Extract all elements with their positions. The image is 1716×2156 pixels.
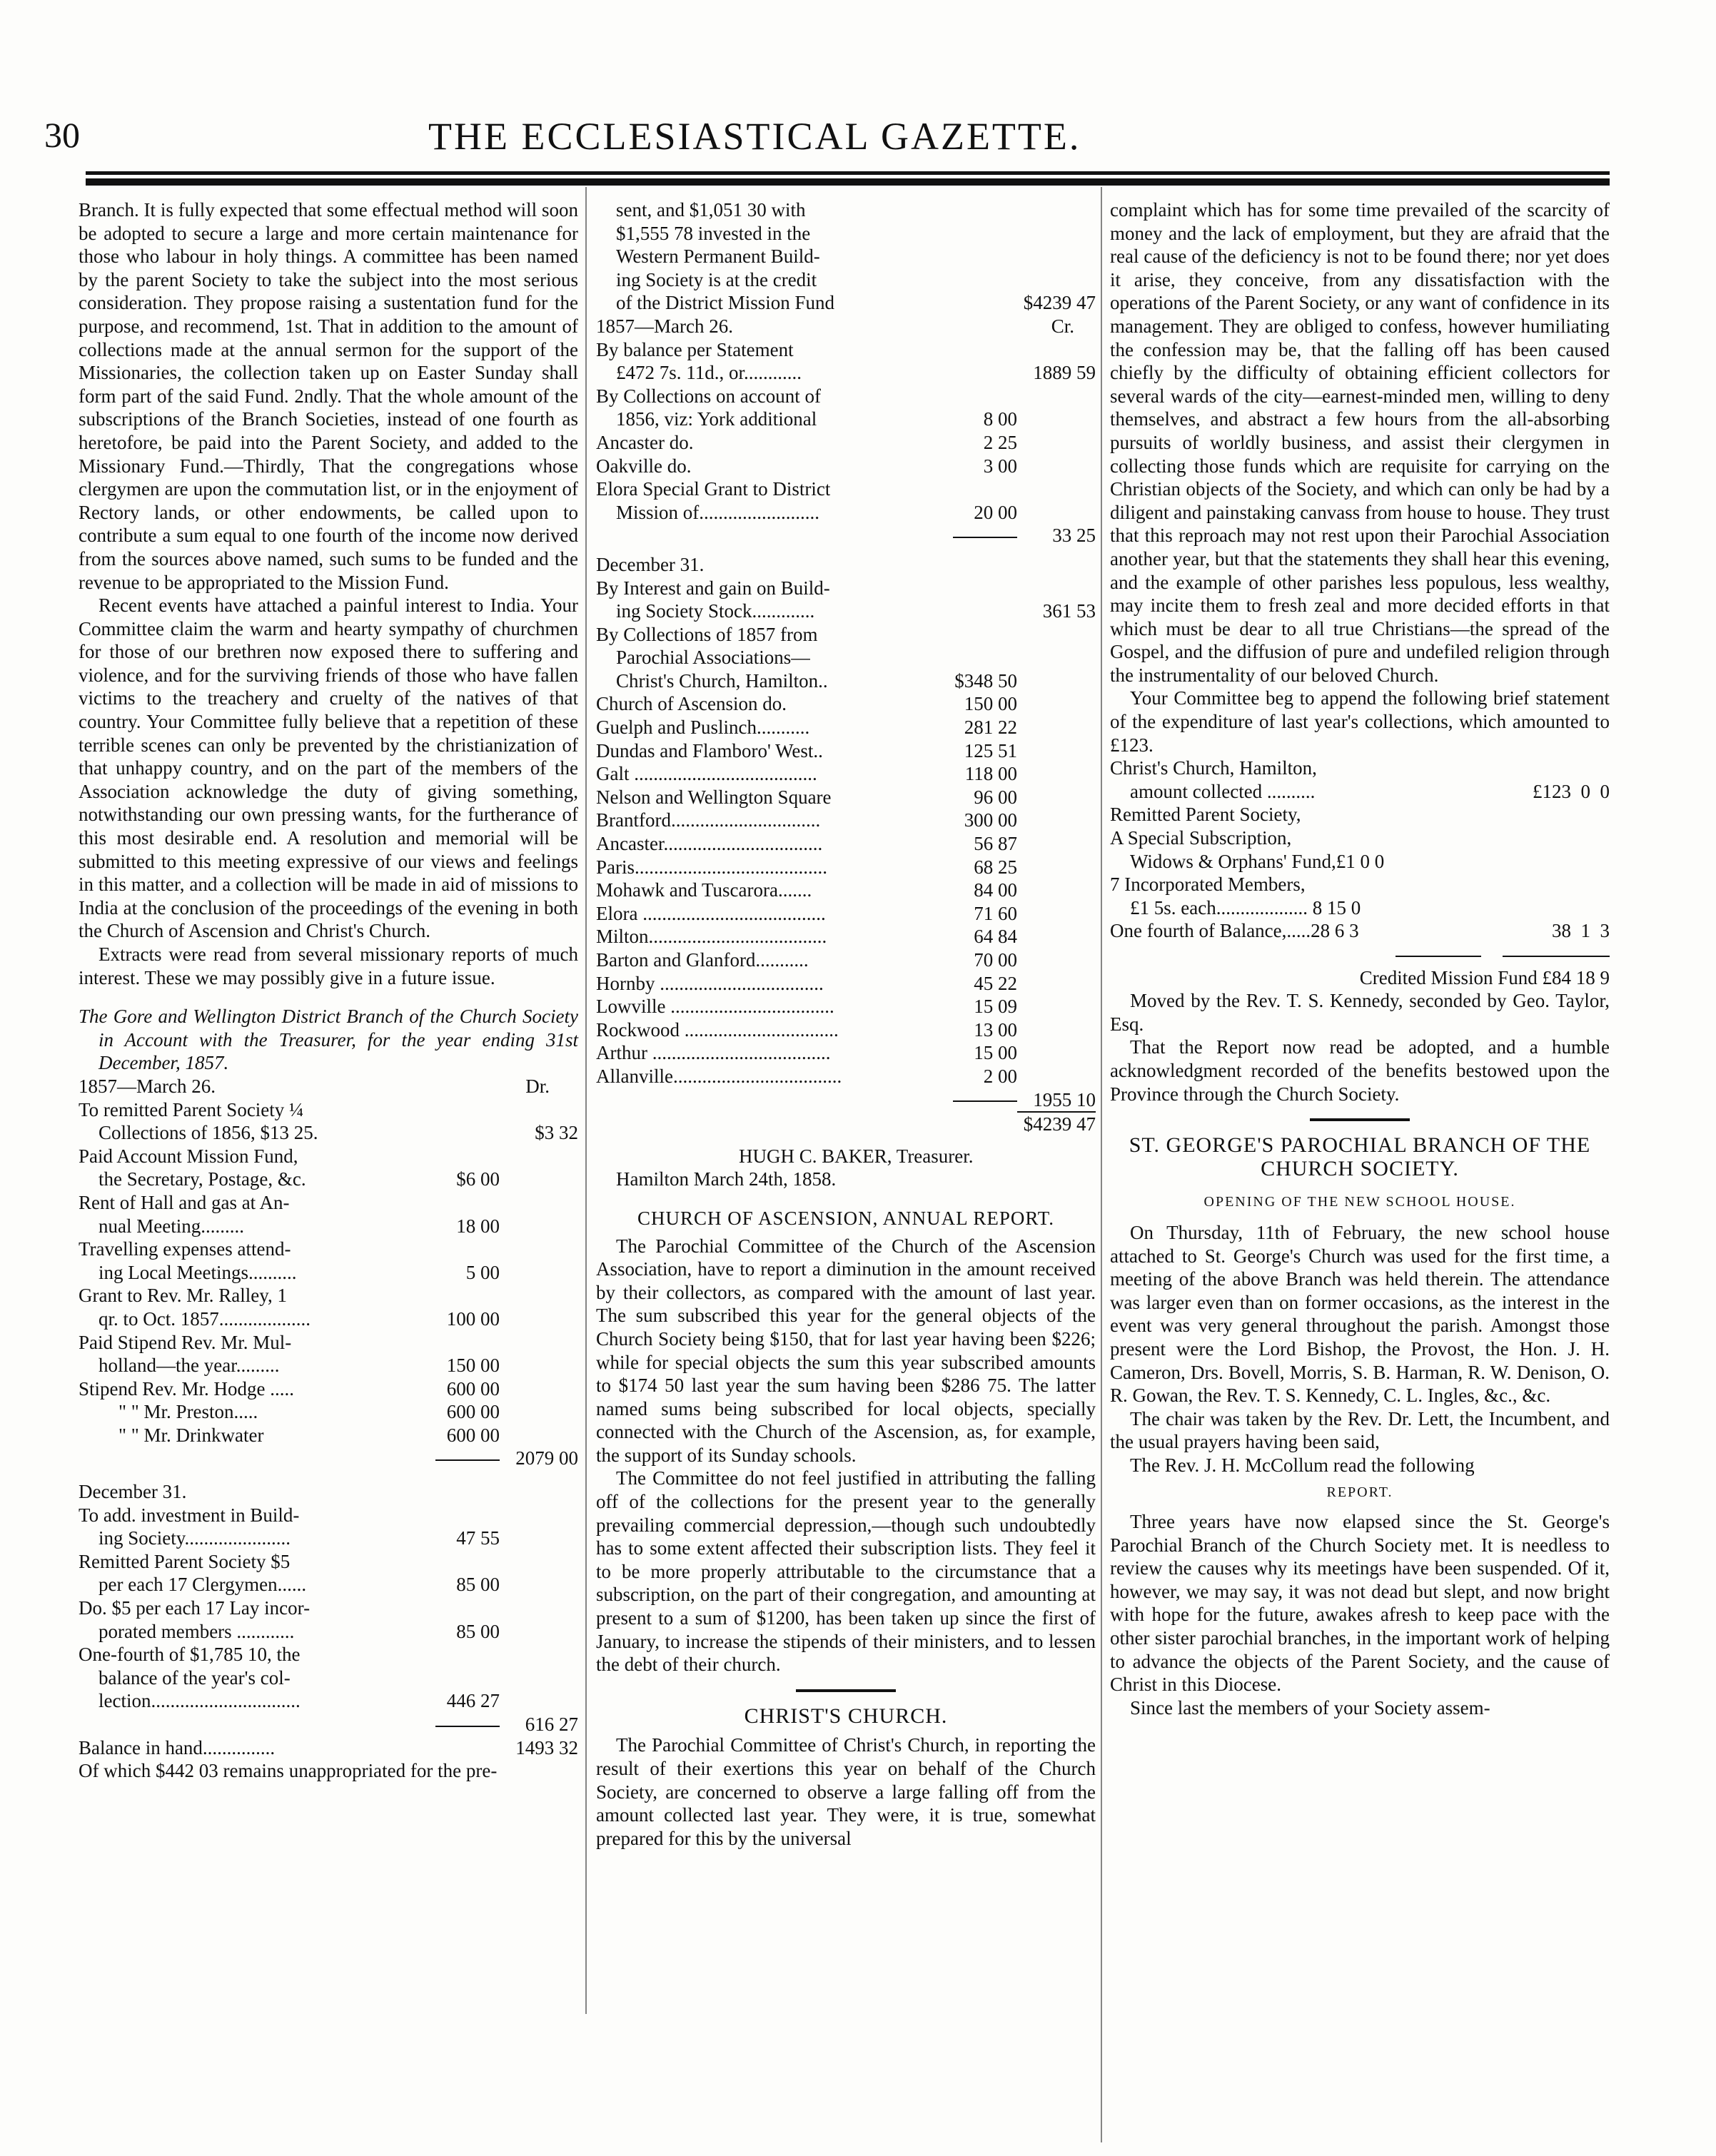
account-subtotal-1: 2079 00	[79, 1447, 578, 1470]
header-rule-thick	[86, 178, 1610, 186]
parish-entry: Paris........................................ 68 25	[596, 856, 1017, 878]
col3-paragraph-2: Your Committee beg to append the following brief statement of the expenditure of last year's collections, which amounted to £123.	[1110, 687, 1610, 756]
section-rule	[1310, 1118, 1410, 1121]
expenditure-entry: Christ's Church, Hamilton,	[1110, 757, 1317, 779]
parish-entry: Arthur ..................................... 15 00	[596, 1042, 1017, 1064]
parish-entry: Church of Ascension do. 150 00	[596, 693, 1017, 715]
collection-subtotal: 33 25	[596, 524, 1096, 547]
parish-subtotal: 1955 10	[596, 1088, 1096, 1112]
col3-paragraph-5: The chair was taken by the Rev. Dr. Lett, the Incumbent, and the usual prayers having been said,	[1110, 1407, 1610, 1453]
account-date-2: December 31.	[79, 1481, 187, 1503]
account-entry: Grant to Rev. Mr. Ralley, 1	[79, 1285, 287, 1307]
fund-line: Western Permanent Build-	[616, 246, 820, 268]
parish-entry: Mohawk and Tuscarora....... 84 00	[596, 879, 1017, 901]
account-entry: qr. to Oct. 1857................... 100 00	[99, 1307, 500, 1330]
parish-entry: Milton..................................... 64 84	[596, 926, 1017, 948]
account-entry: ing Society...................... 47 55	[99, 1527, 500, 1549]
parish-entry: Guelph and Puslinch........... 281 22	[596, 717, 1017, 739]
col1-paragraph-1: Branch. It is fully expected that some effectual method will soon be adopted to secure a large and more certain maintenance for those who labour in holy things. A committee has been named by the parent Society to take the subject into the most serious consideration. They propose raising a sustentation fund for the purpose, and recommend, 1st. That in addition to the amount of collections made at the annual sermon for the support of the Missionaries, the collection taken up on Easter Sunday shall form part of the said Fund. 2ndly. That the whole amount of the subscriptions of the Branch Societies, instead of one fourth as heretofore, be paid into the Parent Society, and added to the Missionary Fund.—Thirdly, That the congregations whose clergymen are upon the commutation list, or in the enjoyment of Rectory lands, or other endowments, be called upon to contribute a sum equal to one fourth of the income now derived from the sources above named, such sums to be funded and the revenue to be appropriated to the Mission Fund.	[79, 199, 578, 593]
christs-church-paragraph: The Parochial Committee of Christ's Church, in reporting the result of their exertions this year on behalf of the Church Society, are concerned to observe a large falling off from the amount collected last year. They were, it is true, somewhat prepared for this by the universal	[596, 1734, 1096, 1849]
christs-church-heading: CHRIST'S CHURCH.	[744, 1704, 948, 1728]
account-entry: Rent of Hall and gas at An-	[79, 1191, 290, 1213]
account-entry: porated members ............ 85 00	[99, 1620, 500, 1642]
parish-entry: Hornby .................................. 45 22	[596, 972, 1017, 994]
st-georges-heading: ST. GEORGE'S PAROCHIAL BRANCH OF THE CHURCH SOCIETY.	[1129, 1133, 1591, 1180]
balance-note: Of which $442 03 remains unappropriated for the pre-	[79, 1760, 498, 1782]
account-entry: lection............................... 446 27	[99, 1690, 500, 1712]
account-entry: Collections of 1856, $13 25. $3 32	[99, 1122, 578, 1144]
account-entry: Paid Account Mission Fund,	[79, 1145, 298, 1167]
expenditure-entry: £1 5s. each................... 8 15 0	[1130, 896, 1361, 918]
fund-line: sent, and $1,051 30 with	[616, 199, 806, 221]
account-date-1: 1857—March 26. Dr.	[79, 1075, 550, 1097]
col3-paragraph-4: On Thursday, 11th of February, the new school house attached to St. George's Church was used for the first time, a meeting of the above Branch was held therein. The attendance was larger even than on former occasions, as the interest in the event was very general throughout the parish. Amongst those present were the Lord Bishop, the Provost, the Hon. J. H. Cameron, Drs. Bovell, Morris, S. B. Harman, R. W. Denison, O. R. Gowan, the Rev. T. S. Kennedy, C. L. Ingles, &c., &c.	[1110, 1221, 1610, 1407]
page-number: 30	[44, 115, 80, 155]
account-entry: To remitted Parent Society ¼	[79, 1098, 304, 1120]
credited-mission-fund: Credited Mission Fund £84 18 9	[1359, 966, 1610, 988]
moved-by: Moved by the Rev. T. S. Kennedy, seconded by Geo. Taylor, Esq.	[1110, 990, 1610, 1035]
account-heading: The Gore and Wellington District Branch of the Church Society in Account with the Treasurer, for the year ending 31st December, 1857.	[79, 1006, 578, 1074]
column-2	[596, 198, 1096, 1850]
collection-entry: Elora Special Grant to District	[596, 478, 831, 500]
col3-paragraph-1: complaint which has for some time prevailed of the scarcity of money and the lack of employment, but they are afraid that the real cause of the deficiency is not to be found there; nor yet does it arise, they conceive, from any dissatisfaction with the operations of the Parent Society, or any want of confidence in its management. They are obliged to confess, however humiliating the confession may be, that the falling off has been caused chiefly by the difficulty of obtaining efficient collectors for several wards of the city—earnest-minded men, willing to deny themselves, and abstract a few hours from the all-absorbing pursuits of worldly business, and assist their clergymen in collecting those funds which are requisite for carrying on the Christian objects of the Society, and which can only be had by a diligent and painstaking canvass from house to house. They trust that this reproach may not rest upon their Parochial Association another year, but that the statements they shall hear this evening, and the example of other parishes less populous, less wealthy, may incite them to fresh zeal and more decided efforts in that which must be dear to all true Christians—the spread of the Gospel, and the diffusion of pure and undefiled religion through the instrumentality of our beloved Church.	[1110, 199, 1610, 686]
account-entry: To add. investment in Build-	[79, 1504, 300, 1526]
account-entry: Do. $5 per each 17 Lay incor-	[79, 1597, 311, 1619]
col1-paragraph-2: Recent events have attached a painful interest to India. Your Committee claim the warm and hearty sympathy of churchmen for those of our brethren now exposed there to suffering and violence, and for the surviving friends of those who have fallen victims to the treachery and cruelty of the natives of that country. Your Committee fully believe that a repetition of these terrible scenes can only be prevented by the christianization of that unhappy country, and on the part of the members of the Association acknowledge the duty of giving something, notwithstanding our own pressing wants, for the furtherance of this most desirable end. A resolution and memorial will be submitted to this meeting expressive of our views and feelings in this matter, and a collection will be made in aid of missions to India at the conclusion of the proceedings of the evening in both the Church of Ascension and Christ's Church.	[79, 594, 578, 942]
interest-line: By Interest and gain on Build-	[596, 577, 830, 599]
account-entry: Travelling expenses attend-	[79, 1238, 291, 1260]
col3-paragraph-7: Three years have now elapsed since the St. George's Parochial Branch of the Church Society met. It is needless to review the causes why its meetings have been suspended. Of it, however, we may say, it was not dead but slept, and now bright with hope for the future, awakes afresh to keep pace with the other sister parochial branches, in the important work of helping to advance the objects of the Parent Society, and the cause of Christ in this Diocese.	[1110, 1511, 1610, 1696]
by-balance: £472 7s. 11d., or............ 1889 59	[616, 362, 1096, 384]
expenditure-entry: 7 Incorporated Members,	[1110, 874, 1306, 896]
parish-entry: Galt ...................................... 118 00	[596, 763, 1017, 785]
place-date: Hamilton March 24th, 1858.	[616, 1168, 837, 1190]
ascension-heading: CHURCH OF ASCENSION, ANNUAL REPORT.	[637, 1207, 1054, 1229]
fund-line: of the District Mission Fund $4239 47	[616, 292, 1096, 314]
col1-paragraph-3: Extracts were read from several missionary reports of much interest. These we may possibly give in a future issue.	[79, 943, 578, 988]
parish-entry: Nelson and Wellington Square 96 00	[596, 786, 1017, 808]
opening-subheading: OPENING OF THE NEW SCHOOL HOUSE.	[1203, 1194, 1516, 1210]
header-rule-thin	[86, 171, 1610, 175]
parish-entry: Rockwood ................................ 13 00	[596, 1018, 1017, 1041]
parish-entry: Lowville .................................. 15 09	[596, 996, 1017, 1018]
account-entry: per each 17 Clergymen...... 85 00	[99, 1574, 500, 1596]
balance-in-hand: Balance in hand............... 1493 32	[79, 1736, 578, 1758]
account-entry: nual Meeting......... 18 00	[99, 1215, 500, 1237]
account-entry: Paid Stipend Rev. Mr. Mul-	[79, 1331, 292, 1353]
parish-entry: Elora ...................................... 71 60	[596, 902, 1017, 924]
fund-line: $1,555 78 invested in the	[616, 222, 811, 244]
parish-entry: Brantford............................... 300 00	[596, 809, 1017, 831]
col3-paragraph-6: The Rev. J. H. McCollum read the following	[1130, 1454, 1475, 1476]
account-entry: Stipend Rev. Mr. Hodge ..... 600 00	[79, 1377, 500, 1400]
account-entry: ing Local Meetings.......... 5 00	[99, 1261, 500, 1283]
report-subheading: REPORT.	[1326, 1484, 1393, 1501]
collection-entry: 1856, viz: York additional 8 00	[616, 408, 1017, 430]
column-3	[1110, 198, 1610, 1719]
account-entry: One-fourth of $1,785 10, the	[79, 1644, 301, 1666]
parish-entry: Christ's Church, Hamilton.. $348 50	[616, 669, 1017, 692]
account-entry: holland—the year......... 150 00	[99, 1355, 500, 1377]
parish-entry: Barton and Glanford........... 70 00	[596, 949, 1017, 971]
cr-date-2: December 31.	[596, 553, 705, 575]
column-1	[79, 198, 578, 1783]
col3-paragraph-3: That the Report now read be adopted, and a humble acknowledgment recorded of the benefits bestowed upon the Province through the Church Society.	[1110, 1036, 1610, 1105]
column-divider-1	[585, 187, 587, 2014]
by-balance: By balance per Statement	[596, 338, 794, 360]
ascension-paragraph-2: The Committee do not feel justified in attributing the falling off of the collections for the present year to the generally prevailing commercial depression,—though such undoubtedly has to some extent affected their subscription lists. They feel it to be more properly attributable to the circumstance that a subscription, on the part of their congregation, and amounting at present to a sum of $1200, has been taken up since the first of January, to increase the stipends of their ministers, and to lessen the debt of their church.	[596, 1467, 1096, 1676]
account-entry: Remitted Parent Society $5	[79, 1550, 291, 1572]
collection-entry: Mission of......................... 20 00	[616, 501, 1017, 523]
expenditure-entry: Remitted Parent Society,	[1110, 804, 1301, 826]
account-entry: balance of the year's col-	[99, 1666, 291, 1689]
collections-1857: By Collections of 1857 from	[596, 623, 818, 645]
parish-entry: Ancaster................................. 56 87	[596, 833, 1017, 855]
expenditure-entry: One fourth of Balance,.....28 6 3 38 1 3	[1110, 920, 1610, 942]
collection-entry: Ancaster do. 2 25	[596, 431, 1017, 453]
treasurer-signature: HUGH C. BAKER, Treasurer.	[739, 1145, 974, 1167]
column-divider-2	[1101, 187, 1102, 2142]
section-rule	[796, 1689, 896, 1692]
parish-entry: Dundas and Flamboro' West.. 125 51	[596, 739, 1017, 761]
expenditure-entry: A Special Subscription,	[1110, 827, 1292, 849]
masthead-title: THE ECCLESIASTICAL GAZETTE.	[428, 115, 1081, 158]
ascension-paragraph-1: The Parochial Committee of the Church of the Ascension Association, have to report a diminution in the amount received by their collectors, as compared with the amount of last year. The sum subscribed this year for the general objects of the Church Society being $150, that for last year having been $226; while for special objects the sum this year subscribed amounts to $174 50 last year the sum having been $286 75. The latter named sums being subscribed for local objects, specially connected with the Church of the Ascension, as, for example, the support of its Sunday schools.	[596, 1235, 1096, 1466]
col3-paragraph-8: Since last the members of your Society assem-	[1130, 1696, 1490, 1719]
parish-entry: Allanville................................... 2 00	[596, 1065, 1017, 1087]
expenditure-entry: amount collected .......... £123 0 0	[1130, 780, 1610, 802]
expenditure-rule	[1110, 943, 1610, 966]
cr-date-1: 1857—March 26. Cr.	[596, 315, 1074, 337]
account-entry: " " Mr. Preston..... 600 00	[118, 1401, 500, 1423]
account-entry: the Secretary, Postage, &c. $6 00	[99, 1168, 500, 1190]
grand-total: $4239 47	[596, 1111, 1096, 1136]
collection-entry: Oakville do. 3 00	[596, 455, 1017, 477]
by-collections: By Collections on account of	[596, 385, 821, 407]
parochial-associations: Parochial Associations—	[616, 647, 811, 669]
account-entry: " " Mr. Drinkwater 600 00	[118, 1424, 500, 1446]
account-subtotal-2: 616 27	[79, 1713, 578, 1736]
expenditure-entry: Widows & Orphans' Fund,£1 0 0	[1130, 850, 1385, 872]
interest-line: ing Society Stock............. 361 53	[616, 600, 1096, 622]
fund-line: ing Society is at the credit	[616, 268, 817, 290]
